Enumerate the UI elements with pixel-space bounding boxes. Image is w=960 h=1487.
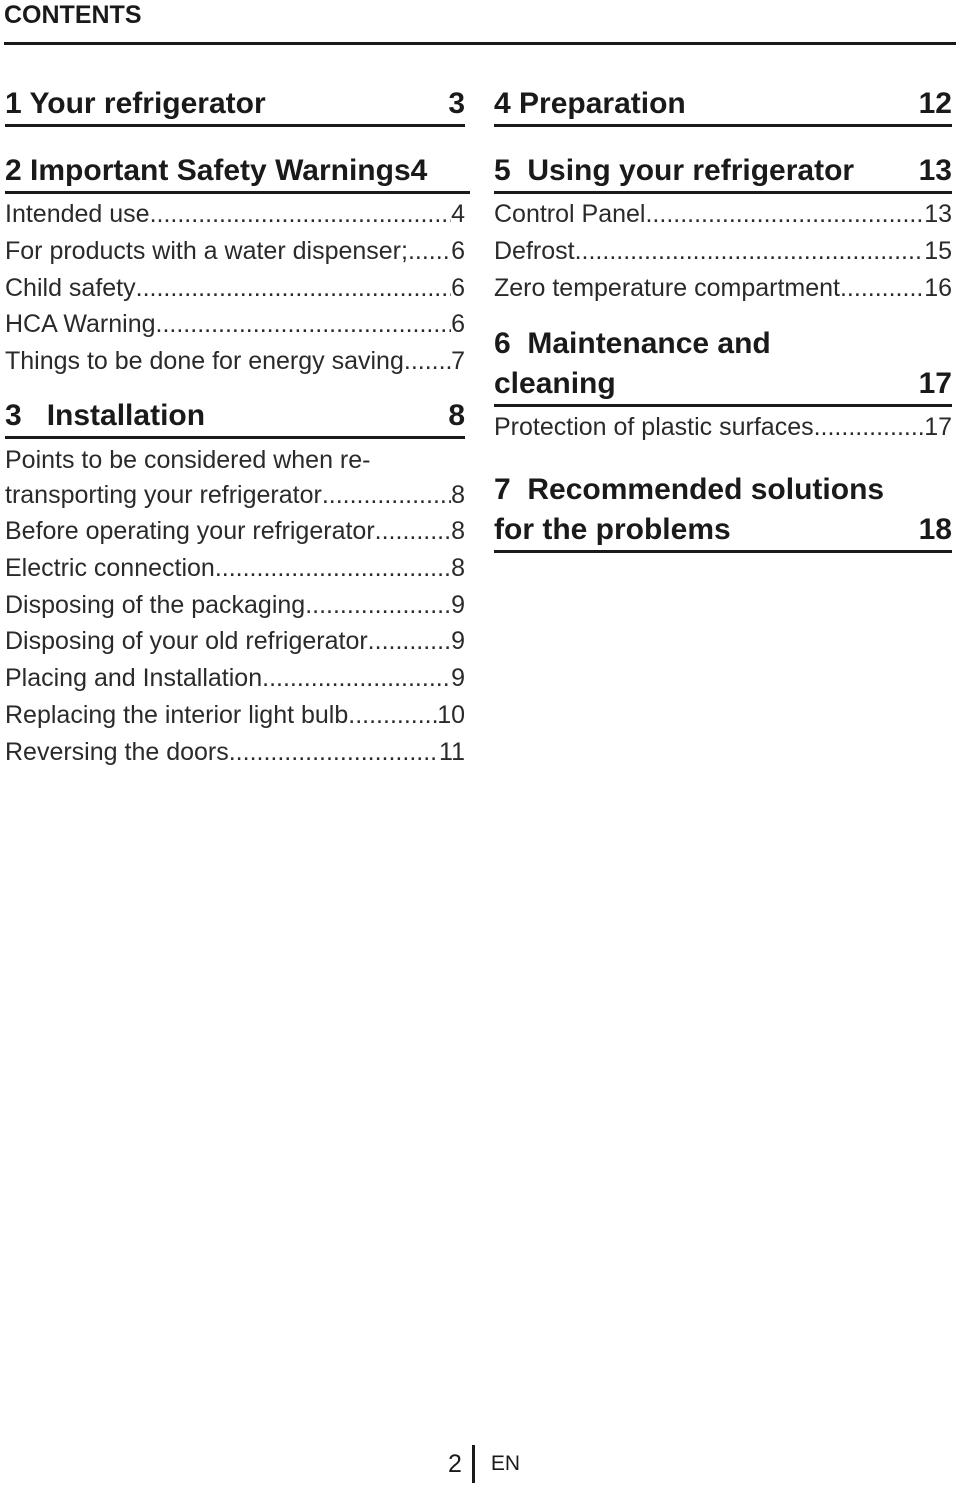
toc-section-6[interactable] (494, 324, 952, 446)
section-heading (5, 149, 470, 194)
section-page: 18 (918, 513, 952, 547)
section-page: 4 (410, 154, 428, 187)
section-title: Installation (46, 398, 206, 432)
toc-entry[interactable]: Things to be done for energy saving ..... 7 (5, 343, 465, 380)
toc-entry[interactable]: Protection of plastic surfaces ..... 17 (494, 409, 952, 446)
section-title: cleaning (494, 367, 616, 401)
section-number: 7 (494, 473, 511, 507)
toc-entry[interactable]: Electric connection ..... 8 (5, 550, 465, 587)
section-entries (494, 407, 952, 446)
section-title: Important Safety Warnings (30, 154, 411, 187)
section-heading (494, 470, 952, 553)
page-footer (448, 1445, 520, 1483)
section-entries (494, 194, 952, 306)
section-heading (494, 149, 952, 194)
section-page: 12 (918, 87, 952, 120)
page-number: 2 (448, 1450, 462, 1478)
toc-entry[interactable]: Points to be considered when re- transporting your refrigerator ..... 8 (5, 443, 465, 513)
toc-left-column (5, 80, 465, 771)
section-page: 8 (448, 398, 465, 432)
page-title: CONTENTS (4, 1, 142, 29)
section-entries (5, 194, 465, 380)
section-page: 3 (448, 87, 465, 120)
section-entries (5, 439, 465, 771)
section-page: 13 (918, 154, 952, 187)
toc-entry[interactable]: Control Panel ..... 13 (494, 196, 952, 233)
section-title: Using your refrigerator (527, 154, 855, 187)
toc-section-7[interactable] (494, 470, 952, 553)
footer-divider (472, 1445, 475, 1483)
section-number: 2 (5, 154, 22, 187)
section-number: 1 (5, 87, 22, 120)
section-number: 6 (494, 327, 511, 361)
language-code: EN (490, 1452, 521, 1475)
toc-entry[interactable]: For products with a water dispenser; ..... 6 (5, 233, 465, 270)
toc-section-5[interactable] (494, 149, 952, 306)
section-title: Your refrigerator (29, 87, 266, 120)
toc-right-column (494, 80, 952, 553)
toc-section-2[interactable] (5, 149, 465, 380)
section-heading (5, 80, 465, 127)
section-heading (494, 80, 952, 127)
section-heading (494, 324, 952, 407)
toc-entry[interactable]: Disposing of the packaging ..... 9 (5, 587, 465, 624)
header-divider (4, 42, 956, 45)
section-title: for the problems (494, 513, 731, 547)
toc-entry[interactable]: Child safety ..... 6 (5, 270, 465, 307)
section-title-line1: Recommended solutions (527, 473, 885, 507)
toc-entry[interactable]: HCA Warning ..... 6 (5, 306, 465, 343)
toc-entry[interactable]: Defrost ..... 15 (494, 233, 952, 270)
toc-entry[interactable]: Placing and Installation ..... 9 (5, 660, 465, 697)
section-title-line1: Maintenance and (527, 327, 771, 361)
section-number: 5 (494, 154, 511, 187)
section-heading (5, 394, 465, 439)
toc-section-4[interactable] (494, 80, 952, 127)
section-page: 17 (918, 367, 952, 401)
toc-entry[interactable]: Reversing the doors ..... 11 (5, 734, 465, 771)
toc-entry[interactable]: Intended use ..... 4 (5, 196, 465, 233)
section-number: 3 (5, 398, 22, 432)
toc-entry[interactable]: Before operating your refrigerator ..... 8 (5, 513, 465, 550)
toc-entry[interactable]: Zero temperature compartment ..... 16 (494, 270, 952, 307)
section-title: Preparation (519, 87, 686, 120)
toc-section-3[interactable] (5, 394, 465, 771)
toc-entry[interactable]: Replacing the interior light bulb ..... 10 (5, 697, 465, 734)
toc-section-1[interactable] (5, 80, 465, 127)
section-number: 4 (494, 87, 511, 120)
toc-entry[interactable]: Disposing of your old refrigerator ..... 9 (5, 623, 465, 660)
